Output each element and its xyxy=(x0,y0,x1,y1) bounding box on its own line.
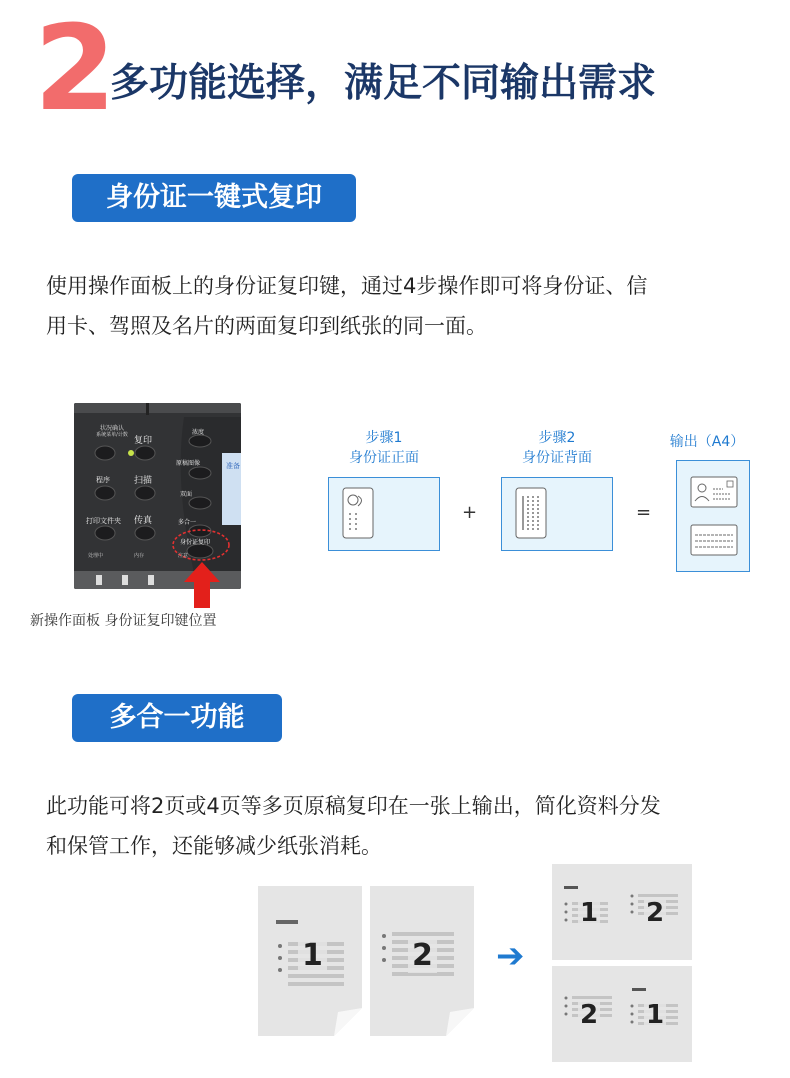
side-density-label: 浓度 xyxy=(192,429,205,436)
step1-card xyxy=(328,477,440,551)
plus-sign: + xyxy=(462,502,478,523)
side-combine-label: 多合一 xyxy=(178,519,197,526)
output-card xyxy=(676,460,750,572)
equals-sign: = xyxy=(636,502,652,523)
output-a4-icon xyxy=(683,467,743,567)
output-bottom-left-number: 2 xyxy=(580,1000,599,1030)
output-top-right-number: 2 xyxy=(646,898,665,928)
output-bottom-lines xyxy=(552,966,692,1062)
panel-caption: 新操作面板 身份证复印键位置 xyxy=(30,613,217,629)
output-label: 输出（A4） xyxy=(669,434,745,450)
output-bottom-right-number: 1 xyxy=(646,1000,665,1030)
bottom-attention-label: 注意 xyxy=(178,553,189,559)
btn-program-label: 程序 xyxy=(96,476,110,484)
right-arrow-icon: ➔ xyxy=(496,936,525,976)
output-top-lines xyxy=(552,864,692,960)
btn-status-sublabel: 系统菜单/计数 xyxy=(96,432,128,438)
btn-print-box-label: 打印文件夹 xyxy=(86,517,121,525)
id-copy-description-line1: 使用操作面板上的身份证复印键，通过4步操作即可将身份证、信 xyxy=(46,274,648,298)
btn-scan-label: 扫描 xyxy=(134,476,153,486)
combine-description-line2: 和保管工作，还能够减少纸张消耗。 xyxy=(46,834,382,858)
id-copy-description xyxy=(46,266,746,346)
screen-text: 准备 xyxy=(226,462,240,470)
page-headline: 多功能选择，满足不同输出需求 xyxy=(110,61,657,106)
step1-subtitle: 身份证正面 xyxy=(349,450,419,466)
bottom-memory-label: 内存 xyxy=(134,553,145,559)
btn-status-label: 状况确认 xyxy=(99,425,124,432)
side-idcopy-label: 身份证复印 xyxy=(180,539,211,546)
step2-card xyxy=(501,477,613,551)
id-copy-tag: 身份证一键式复印 xyxy=(72,174,356,222)
source-page-2 xyxy=(370,886,474,1036)
combine-tag: 多合一功能 xyxy=(72,694,282,742)
step1-title: 步骤1 xyxy=(365,430,403,446)
id-copy-description-line2: 用卡、驾照及名片的两面复印到纸张的同一面。 xyxy=(46,314,487,338)
side-original-label: 原稿图像 xyxy=(176,460,201,467)
step2-label xyxy=(501,428,613,468)
side-duplex-label: 双面 xyxy=(180,491,193,498)
page-1-number: 1 xyxy=(298,938,327,973)
bottom-processing-label: 处理中 xyxy=(88,553,104,559)
combine-description-line1: 此功能可将2页或4页等多页原稿复印在一张上输出，简化资料分发 xyxy=(46,794,661,818)
step2-title: 步骤2 xyxy=(538,430,576,446)
red-arrow-icon xyxy=(184,562,220,608)
output-sheet-bottom xyxy=(552,966,692,1062)
page-2-number: 2 xyxy=(408,938,437,973)
output-sheet-top xyxy=(552,864,692,960)
combine-description xyxy=(46,786,746,866)
section-number: 2 xyxy=(34,0,113,137)
output-top-left-number: 1 xyxy=(580,898,599,928)
btn-fax-label: 传真 xyxy=(134,516,153,526)
id-front-icon xyxy=(341,486,397,542)
btn-copy-label: 复印 xyxy=(134,436,153,446)
step2-subtitle: 身份证背面 xyxy=(522,450,592,466)
step1-label xyxy=(328,428,440,468)
id-back-icon xyxy=(514,486,570,542)
source-page-1 xyxy=(258,886,362,1036)
